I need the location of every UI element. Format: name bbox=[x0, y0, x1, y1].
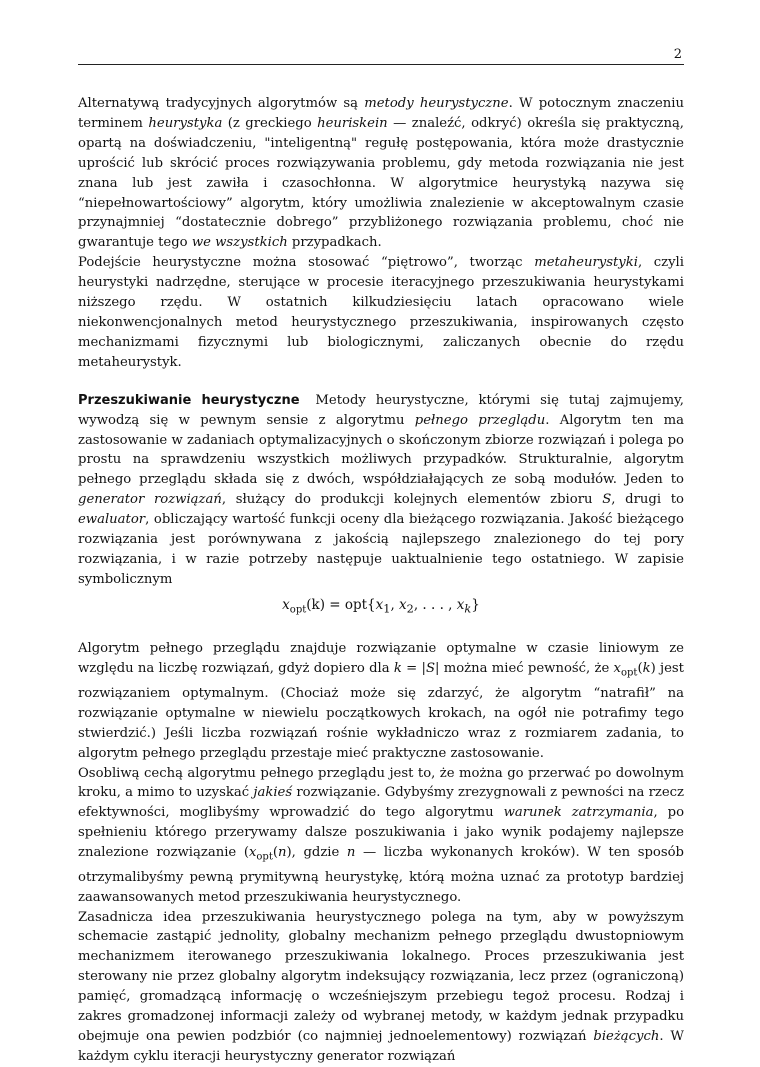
paragraph-metaheuristics bbox=[78, 253, 684, 372]
emphasis: heuriskein bbox=[317, 115, 388, 131]
math-text: = opt{ bbox=[324, 596, 376, 613]
equation: $x_{opt}(k) = opt\{x_1$, $x_2$, . . . , $x_k$} bbox=[282, 596, 480, 616]
emphasis: generator rozwiązań bbox=[78, 492, 222, 508]
math-var: x bbox=[375, 596, 384, 613]
paragraph-local-search bbox=[78, 908, 684, 1067]
text-column bbox=[78, 94, 684, 1067]
text: ), gdzie bbox=[286, 845, 347, 861]
math-var: k bbox=[642, 661, 651, 677]
math-subscript: 1 bbox=[383, 602, 391, 616]
text: ( bbox=[637, 661, 643, 677]
paragraph-heuristic-methods bbox=[78, 94, 684, 253]
header-rule bbox=[78, 64, 684, 65]
emphasis: metaheurystyki bbox=[534, 255, 638, 271]
text: (z greckiego bbox=[222, 115, 318, 131]
text: rozwiązanie. Gdybyśmy zrezygnowali z pewności na rzecz efektywności, moglibyśmy wprowadzić do tego algorytmu bbox=[78, 785, 684, 821]
text: = | bbox=[401, 661, 426, 677]
text: — znaleźć, odkryć) określa się praktyczną, opartą na doświadczeniu, "inteligentną" regułę postępowania, która może drastycznie uprościć lub skrócić proces rozwiązywania problemu, gdy metoda rozwiązania nie jest znana lub jest zawiła i czasochłonna. W algorytmice heurystyką nazywa się “niepełnowartościowy” algorytm, który umożliwia znalezienie w akceptowalnym czasie przynajmniej “dostatecznie dobrego” przybliżonego rozwiązania problemu, choć nie gwarantuje tego bbox=[78, 115, 684, 251]
text: . W każdym cyklu iteracji heurystyczny generator rozwiązań bbox=[78, 1028, 684, 1064]
math-var: x bbox=[248, 845, 257, 861]
text: , obliczający wartość funkcji oceny dla bieżącego rozwiązania. Jakość bieżącego rozwiązania jest porównywana z jakością najlepszego znalezionego do tej pory rozwiązania, i w razie potrzeby następuje uaktualnienie tego ostatniego. W zapisie symbolicznym bbox=[78, 512, 684, 587]
paragraph-full-review bbox=[78, 639, 684, 763]
math-var: x bbox=[613, 661, 621, 677]
math-var: S bbox=[602, 492, 612, 508]
math-var: x bbox=[456, 596, 465, 613]
text: | można mieć pewność, że bbox=[434, 661, 614, 677]
math-text: , . . . , bbox=[413, 596, 457, 613]
math-var: n bbox=[346, 845, 356, 861]
math-subscript: opt bbox=[289, 604, 307, 616]
text: ( bbox=[272, 845, 279, 861]
math-subscript: k bbox=[464, 602, 472, 616]
paragraph-heuristic-search bbox=[78, 391, 684, 590]
text: , po spełnieniu którego przerywamy dalsze poszukiwania i jako wynik podajemy najlepsze znalezione rozwiązanie ( bbox=[78, 805, 685, 861]
emphasis: bieżących bbox=[593, 1028, 660, 1044]
math-subscript: 2 bbox=[406, 602, 414, 616]
text: Osobliwą cechą algorytmu pełnego przeglądu jest to, że można go przerwać po dowolnym kroku, a mimo to uzyskać bbox=[78, 765, 684, 801]
text: , drugi to bbox=[611, 492, 684, 508]
text: Alternatywą tradycyjnych algorytmów są bbox=[78, 96, 365, 111]
section-heading: Przeszukiwanie heurystyczne bbox=[78, 392, 300, 408]
text: , służący do produkcji kolejnych elementów zbioru bbox=[221, 492, 603, 508]
emphasis: ewaluator bbox=[78, 512, 146, 528]
text: . W potocznym znaczeniu terminem bbox=[78, 96, 685, 131]
math-var: n bbox=[278, 845, 287, 861]
text: Algorytm pełnego przeglądu znajduje rozwiązanie optymalne w czasie liniowym ze względu na liczbę rozwiązań, gdyż dopiero dla bbox=[78, 641, 684, 677]
math-subscript: opt bbox=[256, 851, 273, 863]
page-number: 2 bbox=[673, 47, 682, 62]
math-var: S bbox=[425, 661, 435, 677]
text: Podejście heurystyczne można stosować “piętrowo”, tworząc bbox=[78, 255, 535, 271]
paragraph-stop-condition bbox=[78, 764, 684, 908]
math-var: x bbox=[399, 596, 407, 613]
math-var: k bbox=[393, 661, 402, 677]
text: przypadkach. bbox=[287, 235, 382, 251]
text: — liczba wykonanych kroków). W ten sposób otrzymalibyśmy pewną prymitywną heurystykę, którą można uznać za prototyp bardziej zaawansowanych metod przeszukiwania heurystycznego. bbox=[78, 845, 684, 905]
emphasis: jakieś bbox=[253, 785, 293, 801]
emphasis: we wszystkich bbox=[191, 235, 288, 251]
text: . Algorytm ten ma zastosowanie w zadaniach optymalizacyjnych o skończonym zbiorze rozwiązań i polega po prostu na sprawdzeniu wszystkich możliwych przypadków. Strukturalnie, algorytm pełnego przeglądu składa się z dwóch, współdziałających ze sobą modułów. Jeden to bbox=[78, 412, 684, 488]
text: ) jest rozwiązaniem optymalnym. (Chociaż może się zdarzyć, że algorytm “natrafił” na rozwiązanie optymalne w niewielu początkowych krokach, na ogół nie potrafimy tego stwierdzić.) Jeśli liczba rozwiązań rośnie wykładniczo wraz z rozmiarem zadania, to algorytm pełnego przeglądu przestaje mieć praktyczne zastosowanie. bbox=[78, 661, 684, 761]
math-text: (k) bbox=[306, 596, 325, 613]
text: Metody heurystyczne, którymi się tutaj zajmujemy, wywodzą się w pewnym sensie z algorytmu bbox=[78, 392, 684, 428]
math-var: x bbox=[282, 596, 290, 613]
text: , czyli heurystyki nadrzędne, sterujące w procesie iteracyjnego przeszukiwania heurystykami niższego rzędu. W ostatnich kilkudziesięciu latach opracowano wiele niekonwencjonalnych metod heurystycznego przeszukiwania, inspirowanych często mechanizmami fizycznymi lub biologicznymi, zaliczanych obecnie do rzędu metaheurystyk. bbox=[78, 255, 684, 370]
emphasis: warunek zatrzymania bbox=[503, 805, 654, 821]
math-subscript: opt bbox=[620, 667, 638, 679]
math-text: } bbox=[471, 596, 480, 613]
text: Zasadnicza idea przeszukiwania heurystycznego polega na tym, aby w powyższym schemacie zastąpić jednolity, globalny mechanizm pełnego przeglądu dwustopniowym mechanizmem iterowanego przeszukiwania lokalnego. Proces przeszukiwania jest sterowany nie przez globalny algorytm indeksujący rozwiązania, lecz przez (ograniczoną) pamięć, gromadzącą informację o wcześniejszym przebiegu tegoż procesu. Rodzaj i zakres gromadzonej informacji zależy od wybranej metody, w każdym jednak przypadku obejmuje ona pewien podzbiór (co najmniej jednoelementowy) rozwiązań bbox=[78, 909, 684, 1044]
emphasis: metody heurystyczne bbox=[364, 96, 509, 111]
emphasis: heurystyka bbox=[148, 115, 223, 131]
emphasis: pełnego przeglądu bbox=[414, 412, 546, 428]
